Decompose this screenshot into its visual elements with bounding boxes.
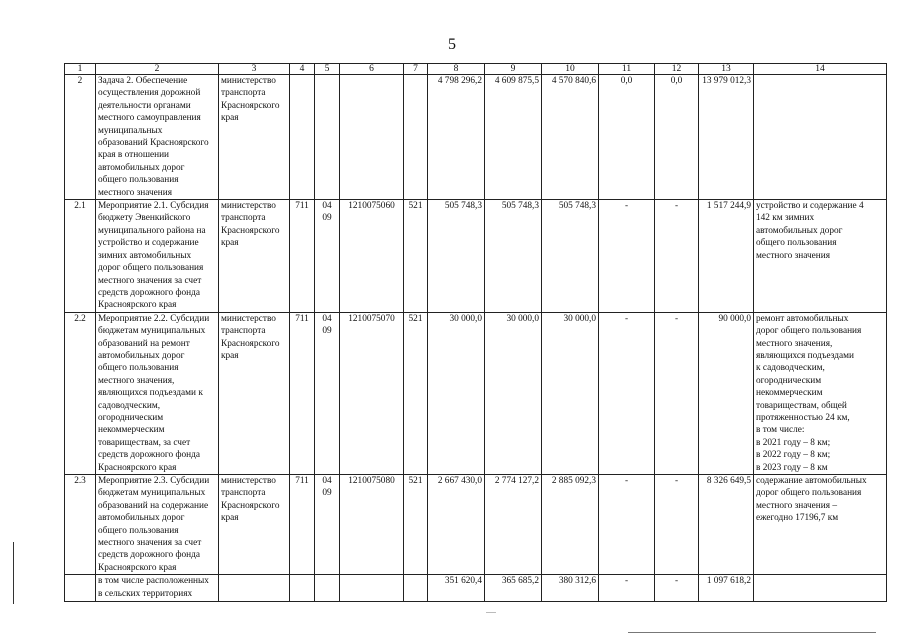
column-header: 10: [542, 64, 599, 75]
row-title: Мероприятие 2.2. Субсидии бюджетам муниципальных образований на ремонт автомобильных дорог общего пользования местного значения, являющихся подъездами к садоводческим, огородническим некоммерческим товариществам, за счет средств дорожного фонда Красноярского края: [96, 312, 219, 474]
amount-col9: 4 609 875,5: [485, 75, 542, 200]
amount-col10: 380 312,6: [542, 575, 599, 602]
grbs-code: [290, 575, 315, 602]
table-row: [65, 475, 887, 575]
vr-code: [404, 75, 428, 200]
amount-col8: 30 000,0: [428, 312, 485, 474]
amount-col9: 2 774 127,2: [485, 475, 542, 575]
column-header: 4: [290, 64, 315, 75]
row-title: в том числе расположенных в сельских территориях: [96, 575, 219, 602]
grbs-code: 711: [290, 200, 315, 313]
amount-col10: 2 885 092,3: [542, 475, 599, 575]
amount-col11: -: [599, 475, 655, 575]
amount-col12: 0,0: [655, 75, 699, 200]
expected-result: ремонт автомобильных дорог общего пользования местного значения, являющихся подъездами к садоводческим, огородническим некоммерческим товариществам, общей протяженностью 24 км, в том числе: в 2021 году – 8 км; в 2022 году – 8 км; в 2023 году – 8 км: [754, 312, 887, 474]
responsible-ministry: министерство транспорта Красноярского края: [219, 475, 290, 575]
responsible-ministry: [219, 575, 290, 602]
rzpr-code: 04 09: [315, 312, 340, 474]
vr-code: 521: [404, 200, 428, 313]
responsible-ministry: министерство транспорта Красноярского края: [219, 312, 290, 474]
rzpr-code: [315, 575, 340, 602]
table-row: [65, 200, 887, 313]
csr-code: [340, 575, 404, 602]
amount-col12: -: [655, 475, 699, 575]
grbs-code: 711: [290, 312, 315, 474]
responsible-ministry: министерство транспорта Красноярского края: [219, 200, 290, 313]
responsible-ministry: министерство транспорта Красноярского края: [219, 75, 290, 200]
amount-col11: -: [599, 575, 655, 602]
amount-col8: 4 798 296,2: [428, 75, 485, 200]
amount-col10: 505 748,3: [542, 200, 599, 313]
column-header: 3: [219, 64, 290, 75]
scan-dust-mark: [486, 612, 496, 613]
scan-footer-line: [628, 632, 876, 633]
row-number: 2.3: [65, 475, 96, 575]
row-number: [65, 575, 96, 602]
expected-result: устройство и содержание 4 142 км зимних автомобильных дорог общего пользования местного значения: [754, 200, 887, 313]
grbs-code: [290, 75, 315, 200]
column-header: 14: [754, 64, 887, 75]
table-row: [65, 575, 887, 602]
row-number: 2.2: [65, 312, 96, 474]
amount-col8: 2 667 430,0: [428, 475, 485, 575]
amount-col10: 4 570 840,6: [542, 75, 599, 200]
column-header: 13: [699, 64, 754, 75]
program-table: [64, 63, 887, 602]
column-header: 1: [65, 64, 96, 75]
vr-code: [404, 575, 428, 602]
column-header: 5: [315, 64, 340, 75]
column-header: 12: [655, 64, 699, 75]
expected-result: [754, 75, 887, 200]
page-number: 5: [448, 36, 456, 53]
amount-col8: 505 748,3: [428, 200, 485, 313]
row-title: Мероприятие 2.1. Субсидия бюджету Эвенкийского муниципального района на устройство и содержание зимних автомобильных дорог общего пользования местного значения за счет средств дорожного фонда Красноярского края: [96, 200, 219, 313]
table-row: [65, 75, 887, 200]
table-row: [65, 312, 887, 474]
csr-code: 1210075070: [340, 312, 404, 474]
rzpr-code: [315, 75, 340, 200]
amount-col12: -: [655, 575, 699, 602]
amount-col9: 505 748,3: [485, 200, 542, 313]
amount-col9: 365 685,2: [485, 575, 542, 602]
column-header: 8: [428, 64, 485, 75]
amount-total: 90 000,0: [699, 312, 754, 474]
amount-col11: 0,0: [599, 75, 655, 200]
amount-col11: -: [599, 312, 655, 474]
column-header: 11: [599, 64, 655, 75]
csr-code: 1210075060: [340, 200, 404, 313]
rzpr-code: 04 09: [315, 475, 340, 575]
vr-code: 521: [404, 475, 428, 575]
amount-col12: -: [655, 200, 699, 313]
amount-col10: 30 000,0: [542, 312, 599, 474]
amount-total: 1 517 244,9: [699, 200, 754, 313]
scan-edge-mark: [13, 542, 14, 604]
column-header: 9: [485, 64, 542, 75]
amount-col8: 351 620,4: [428, 575, 485, 602]
csr-code: [340, 75, 404, 200]
amount-col12: -: [655, 312, 699, 474]
column-header: 2: [96, 64, 219, 75]
row-number: 2: [65, 75, 96, 200]
vr-code: 521: [404, 312, 428, 474]
amount-total: 8 326 649,5: [699, 475, 754, 575]
amount-total: 1 097 618,2: [699, 575, 754, 602]
csr-code: 1210075080: [340, 475, 404, 575]
amount-col11: -: [599, 200, 655, 313]
column-header: 7: [404, 64, 428, 75]
expected-result: [754, 575, 887, 602]
row-number: 2.1: [65, 200, 96, 313]
row-title: Мероприятие 2.3. Субсидии бюджетам муниципальных образований на содержание автомобильных дорог общего пользования местного значения за счет средств дорожного фонда Красноярского края: [96, 475, 219, 575]
amount-total: 13 979 012,3: [699, 75, 754, 200]
rzpr-code: 04 09: [315, 200, 340, 313]
grbs-code: 711: [290, 475, 315, 575]
amount-col9: 30 000,0: [485, 312, 542, 474]
expected-result: содержание автомобильных дорог общего пользования местного значения – ежегодно 17196,7 км: [754, 475, 887, 575]
table-header-row: [65, 64, 887, 75]
row-title: Задача 2. Обеспечение осуществления дорожной деятельности органами местного самоуправления муниципальных образований Красноярского края в отношении автомобильных дорог общего пользования местного значения: [96, 75, 219, 200]
column-header: 6: [340, 64, 404, 75]
